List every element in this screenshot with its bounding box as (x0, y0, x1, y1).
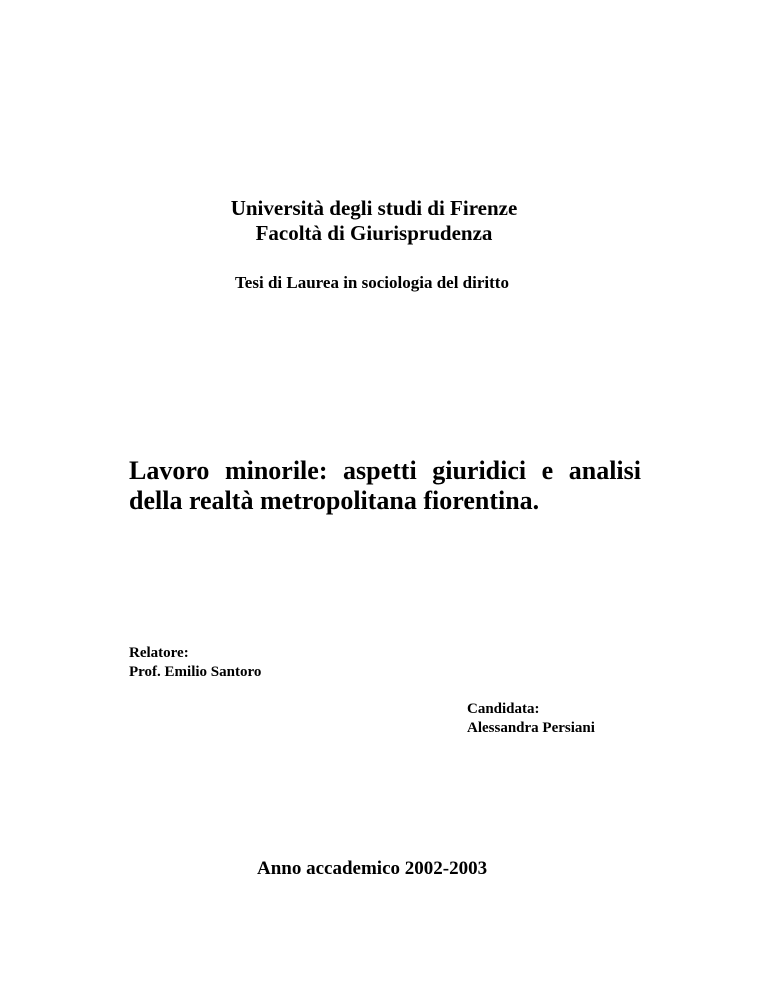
thesis-title (129, 456, 641, 516)
academic-year: Anno accademico 2002-2003 (257, 858, 488, 879)
advisor-label: Relatore: (129, 645, 189, 661)
candidate-label: Candidata: (467, 701, 540, 717)
advisor-name: Prof. Emilio Santoro (129, 664, 262, 680)
faculty-name: Facoltà di Giurisprudenza (255, 221, 493, 245)
candidate-name: Alessandra Persiani (467, 720, 595, 736)
thesis-title-line-1: Lavoro minorile: aspetti giuridici e analisi (129, 456, 641, 485)
thesis-type: Tesi di Laurea in sociologia del diritto (235, 273, 509, 292)
university-name: Università degli studi di Firenze (230, 196, 518, 220)
thesis-title-line-2: della realtà metropolitana fiorentina. (129, 486, 540, 515)
